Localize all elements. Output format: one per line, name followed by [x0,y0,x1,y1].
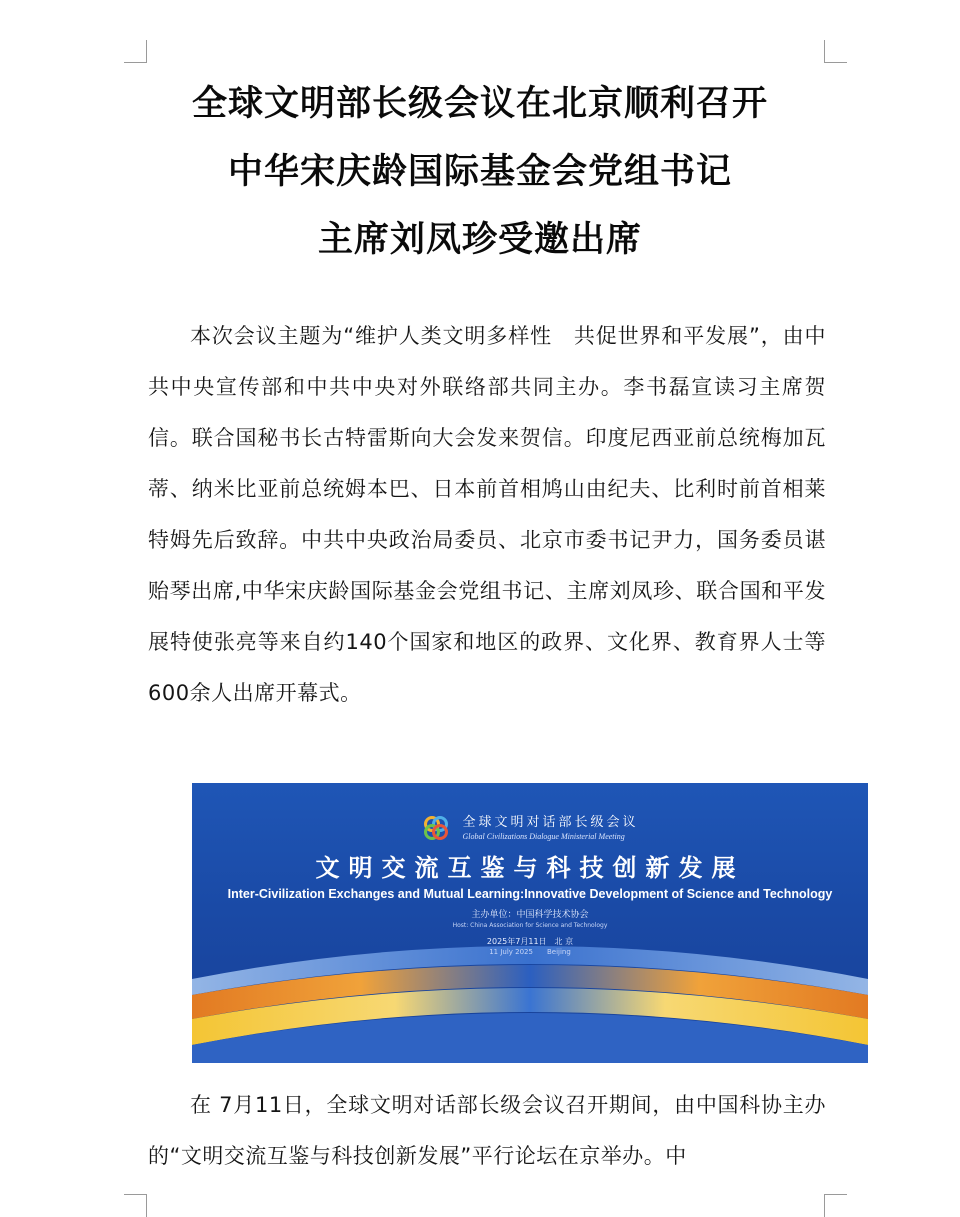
banner-event-name-en: Global Civilizations Dialogue Ministerial Meeting [462,831,625,841]
crop-mark-top-right [824,40,847,63]
banner-date-en: 11 July 2025 Beijing [489,948,571,956]
banner-date-cn: 2025年7月11日 北 京 [486,937,574,946]
crop-mark-top-left [124,40,147,63]
banner-theme-cn: 文明交流互鉴与科技创新发展 [315,854,745,882]
banner-event-name-cn: 全球文明对话部长级会议 [462,814,639,830]
body-paragraph-2: 在 7月11日，全球文明对话部长级会议召开期间，由中国科协主办的“文明交流互鉴与科技创新发展”平行论坛在京举办。中 [148,1093,826,1168]
title-line-3: 主席刘凤珍受邀出席 [317,220,642,260]
title-line-2: 中华宋庆龄国际基金会党组书记 [227,152,732,192]
banner-host-en: Host: China Association for Science and Technology [452,922,608,929]
banner-event-header [192,813,868,843]
event-banner-image [192,783,868,1063]
article-title [60,70,900,274]
banner-theme-en: Inter-Civilization Exchanges and Mutual Learning:Innovative Development of Science and Technology [227,887,833,901]
interlocking-rings-logo-icon [421,813,451,843]
crop-mark-bottom-right [824,1194,847,1217]
crop-mark-bottom-left [124,1194,147,1217]
banner-host-cn: 主办单位：中国科学技术协会 [471,910,589,920]
body-paragraph-1: 本次会议主题为“维护人类文明多样性 共促世界和平发展”，由中共中央宣传部和中共中央对外联络部共同主办。李书磊宣读习主席贺信。联合国秘书长古特雷斯向大会发来贺信。印度尼西亚前总统梅加瓦蒂、纳米比亚前总统姆本巴、日本前首相鸠山由纪夫、比利时前首相莱特姆先后致辞。中共中央政治局委员、北京市委书记尹力，国务委员谌贻琴出席,中华宋庆龄国际基金会党组书记、主席刘凤珍、联合国和平发展特使张亮等来自约140个国家和地区的政界、文化界、教育界人士等600余人出席开幕式。 [148,324,826,705]
title-line-1: 全球文明部长级会议在北京顺利召开 [191,84,768,124]
